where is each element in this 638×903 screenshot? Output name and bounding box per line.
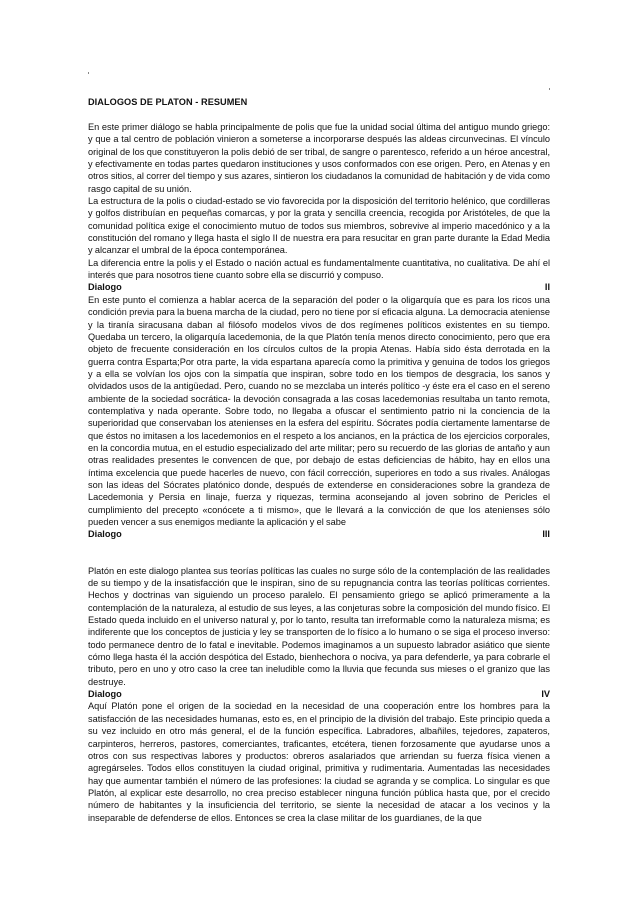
- paragraph: En este primer diálogo se habla principalmente de polis que fue la unidad social última del antiguo mundo griego: y que a tal centro de población vinieron a someterse a incorporarse después las aldeas circunvecinas. El vínculo original de los que constituyeron la polis debió de ser tribal, de sangre o parentesco, referido a un héroe ancestral, y efectivamente en todas partes quedaron instituciones y usos conformados con ese origen. Pero, en Atenas y en otros sitios, al correr del tiempo y sus azares, sintieron los ciudadanos la comunidad de habitación y de vida como rasgo capital de su unión.: [88, 122, 550, 194]
- page-corner-mark: [88, 72, 89, 74]
- heading-word: Dialogo: [88, 529, 122, 540]
- heading-number: III: [542, 529, 550, 540]
- heading-number: II: [544, 282, 550, 293]
- paragraph: En este punto el comienza a hablar acerca de la separación del poder o la oligarquía que es para los ricos una condición previa para la buena marcha de la ciudad, pero no tiene por sí eficacia alguna. La democracia ateniense y la tiranía siracusana daban al filósofo modelos vivos de dos regímenes políticos existentes en su tiempo. Quedaba un tercero, la oligarquía lacedemonia, de la que Platón tenía menos directo conocimiento, pero que era objeto de frecuente consideración en los círculos cultos de la propia Atenas. Había sido ésta derrotada en la guerra contra Esparta;Por otra parte, la vida espartana aparecía como la primitiva y genuina de todos los griegos y a ella se volvían los ojos con la simpatía que inspiran, sobre todo en los tiempos de desgracia, los sanos y olvidados usos de la antigüedad. Pero, cuando no se mezclaba un interés político -y éste era el caso en el sereno ambiente de la sociedad socrática- la devoción consagrada a las cosas lacedemonias resultaba un tanto remota, contemplativa y nada operante. Sobre todo, no llegaba a ofuscar el sentimiento patrio ni la conciencia de la superioridad que conservaban los atenienses en la esfera del espíritu. Sócrates podía ciertamente lamentarse de que éstos no imitasen a los lacedemonios en el respeto a los ancianos, en la práctica de los ejercicios corporales, en la concordia mutua, en el estudio especializado del arte militar; pero su recuerdo de las glorias de antaño y aun otras realidades presentes le convencen de que, por debajo de estas deficiencias de hábito, hay en ellos una íntima excelencia que puede hacerles de nuevo, con fácil corrección, superiores en todo a sus rivales. Análogas son las ideas del Sócrates platónico donde, después de extenderse en consideraciones sobre la grandeza de Lacedemonia y Persia en linaje, fuerza y riquezas, termina aconsejando al joven sobrino de Pericles el cumplimiento del precepto «conócete a ti mismo», que le llevará a la convicción de que los atenienses sólo pueden vencer a sus enemigos mediante la aplicación y el sabe: [88, 294, 550, 527]
- blank-space: [88, 541, 550, 565]
- paragraph: La diferencia entre la polis y el Estado o nación actual es fundamentalmente cuantitativa, no cualitativa. De ahí el interés que para nosotros tiene cuanto sobre ella se discurrió y compuso.: [88, 257, 550, 281]
- page-corner-mark: [549, 88, 550, 90]
- document-title: DIALOGOS DE PLATON - RESUMEN: [88, 97, 248, 107]
- paragraph: Platón en este dialogo plantea sus teorías políticas las cuales no surge sólo de la contemplación de las realidades de su tiempo y de la insatisfacción que le inspiran, sino de su repugnancia contra las teorías políticas corrientes. Hechos y doctrinas van siguiendo un proceso paralelo. El pensamiento griego se aplicó primeramente a la contemplación de la naturaleza, al estudio de sus leyes, a las conjeturas sobre la composición del mundo físico. El Estado queda incluido en el universo natural y, por lo tanto, resulta tan irreformable como la naturaleza misma; es indiferente que los conceptos de justicia y ley se transporten de lo físico a lo humano o se siga el proceso inverso: todo permanece dentro de lo fatal e inevitable. Podemos imaginamos a un supuesto labrador asiático que siente cómo llega hasta él la acción despótica del Estado, bienhechora o nociva, ya para defenderle, ya para cobrarle el tributo, pero en uno y otro caso la cree tan ineludible como la lluvia que fecunda sus mieses o el granizo que las destruye.: [88, 565, 550, 687]
- section-heading-ii: [88, 281, 550, 293]
- paragraph: La estructura de la polis o ciudad-estado se vio favorecida por la disposición del territorio helénico, que cordilleras y golfos distribuían en pequeñas comarcas, y por la grata y sencilla creencia, recogida por Aristóteles, de que la comunidad política exige el conocimiento mutuo de todos sus miembros, sobrevive al imperio macedónico y a la constitución del romano y llega hasta el siglo II de nuestra era para resucitar en gran parte durante la Edad Media y alcanzar el umbral de la época contemporánea.: [88, 196, 550, 256]
- paragraph: Aquí Platón pone el origen de la sociedad en la necesidad de una cooperación entre los hombres para la satisfacción de las necesidades humanas, esto es, en el principio de la división del trabajo. Este principio queda a su vez incluido en otro más general, el de la función específica. Labradores, albañiles, tejedores, zapateros, carpinteros, herreros, pastores, comerciantes, traficantes, etcétera, tienen forzosamente que ayudarse unos a otros con sus respectivas labores y productos: obreros asalariados que arriendan su fuerza física vienen a agregárseles. Todos ellos constituyen la ciudad original, primitiva y rudimentaria. Aumentadas las necesidades hay que aumentar también el número de las profesiones: la ciudad se agranda y se complica. Lo singular es que Platón, al explicar este desarrollo, no crea preciso establecer ninguna función pública hasta que, por el crecido número de habitantes y la insuficiencia del territorio, se siente la necesidad de atacar a los vecinos y la inseparable de defenderse de ellos. Entonces se crea la clase militar de los guardianes, de la que: [88, 701, 550, 823]
- section-heading-iii: [88, 528, 550, 540]
- heading-number: IV: [541, 689, 550, 700]
- heading-word: Dialogo: [88, 282, 122, 293]
- document-page: [88, 72, 550, 887]
- heading-word: Dialogo: [88, 689, 122, 700]
- section-heading-iv: [88, 688, 550, 700]
